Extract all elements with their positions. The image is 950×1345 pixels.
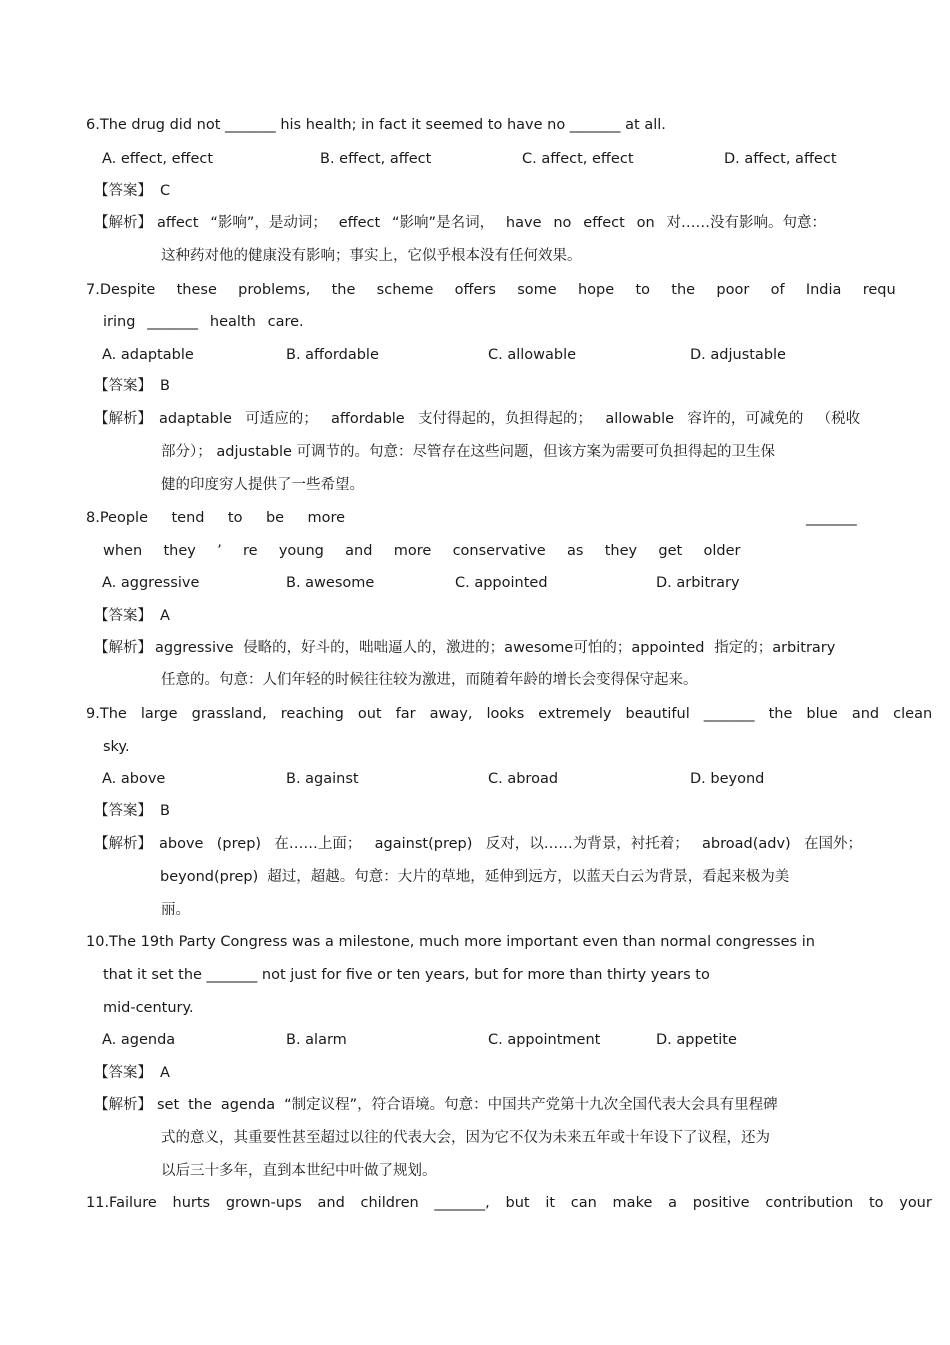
analysis-line: set the agenda “制定议程”，符合语境。句意：中国共产党第十九次全国代表大会具有里程碑 [157, 1097, 778, 1113]
option-d: D. affect, affect [724, 151, 837, 167]
option-d: D. arbitrary [656, 575, 740, 591]
analysis-label: 【解析】 [94, 411, 152, 427]
analysis-label: 【解析】 [94, 1097, 152, 1113]
option-b: B. against [286, 771, 359, 787]
question-stem: 10.The 19th Party Congress was a milestone, much more important even than normal congresses in [86, 934, 815, 950]
analysis-label: 【解析】 [94, 640, 152, 656]
option-b: B. affordable [286, 347, 379, 363]
analysis-line: 任意的。句意：人们年轻的时候往往较为激进，而随着年龄的增长会变得保守起来。 [161, 672, 698, 688]
answer-label: 【答案】 [94, 803, 152, 819]
question-stem: 8.People tend to be more [86, 510, 346, 526]
option-b: B. awesome [286, 575, 375, 591]
option-a: A. above [102, 771, 166, 787]
answer-label: 【答案】 [94, 378, 152, 394]
question-stem: iring _______ health care. [103, 314, 304, 330]
question-stem: sky. [103, 739, 130, 755]
option-c: C. appointed [455, 575, 548, 591]
answer-label: 【答案】 [94, 1065, 152, 1081]
option-c: C. appointment [488, 1032, 601, 1048]
answer-label: 【答案】 [94, 183, 152, 199]
analysis-label: 【解析】 [94, 836, 152, 852]
option-a: A. effect, effect [102, 151, 214, 167]
analysis-line: aggressive 侵略的，好斗的，咄咄逼人的，激进的；awesome可怕的；appointed 指定的；arbitrary [155, 640, 836, 656]
analysis-line: 丽。 [161, 902, 190, 918]
option-b: B. alarm [286, 1032, 347, 1048]
answer-value: A [160, 1065, 170, 1081]
answer-value: B [160, 378, 170, 394]
analysis-line: beyond(prep) 超过，超越。句意：大片的草地，延伸到远方，以蓝天白云为背景，看起来极为美 [160, 869, 790, 885]
question-stem: 6.The drug did not _______ his health; in fact it seemed to have no _______ at all. [86, 117, 666, 133]
answer-label: 【答案】 [94, 608, 152, 624]
question-stem: when they ’ re young and more conservative as they get older [103, 543, 741, 559]
analysis-line: above (prep) 在……上面； against(prep) 反对，以……为背景，衬托着； abroad(adv) 在国外； [159, 836, 862, 852]
analysis-line: 这种药对他的健康没有影响；事实上，它似乎根本没有任何效果。 [161, 248, 582, 264]
option-a: A. agenda [102, 1032, 176, 1048]
answer-value: A [160, 608, 170, 624]
question-blank: _______ [806, 510, 857, 526]
question-stem: that it set the _______ not just for five or ten years, but for more than thirty years to [103, 967, 710, 983]
analysis-line: 以后三十多年，直到本世纪中叶做了规划。 [161, 1163, 437, 1179]
question-stem: 9.The large grassland, reaching out far away, looks extremely beautiful _______ the blue and clean [86, 706, 933, 722]
option-b: B. effect, affect [320, 151, 432, 167]
question-stem: 11.Failure hurts grown-ups and children _______, but it can make a positive contribution to your [86, 1195, 932, 1211]
option-d: D. adjustable [690, 347, 786, 363]
question-stem: 7.Despite these problems, the scheme offers some hope to the poor of India requ [86, 282, 896, 298]
analysis-line: 健的印度穷人提供了一些希望。 [161, 477, 364, 493]
analysis-label: 【解析】 [94, 215, 152, 231]
answer-value: B [160, 803, 170, 819]
option-d: D. appetite [656, 1032, 737, 1048]
answer-value: C [160, 183, 171, 199]
option-a: A. aggressive [102, 575, 200, 591]
option-c: C. allowable [488, 347, 577, 363]
analysis-line: affect “影响”，是动词； effect “影响”是名词， have no effect on 对……没有影响。句意： [157, 215, 827, 231]
analysis-line: 部分）； adjustable 可调节的。句意：尽管存在这些问题，但该方案为需要可负担得起的卫生保 [161, 444, 776, 460]
option-c: C. affect, effect [522, 151, 634, 167]
analysis-line: 式的意义，其重要性甚至超过以往的代表大会，因为它不仅为未来五年或十年设下了议程，还为 [161, 1130, 770, 1146]
question-stem: mid-century. [103, 1000, 194, 1016]
analysis-line: adaptable 可适应的； affordable 支付得起的，负担得起的； allowable 容许的，可减免的 （税收 [159, 411, 861, 427]
option-c: C. abroad [488, 771, 559, 787]
option-d: D. beyond [690, 771, 765, 787]
option-a: A. adaptable [102, 347, 194, 363]
